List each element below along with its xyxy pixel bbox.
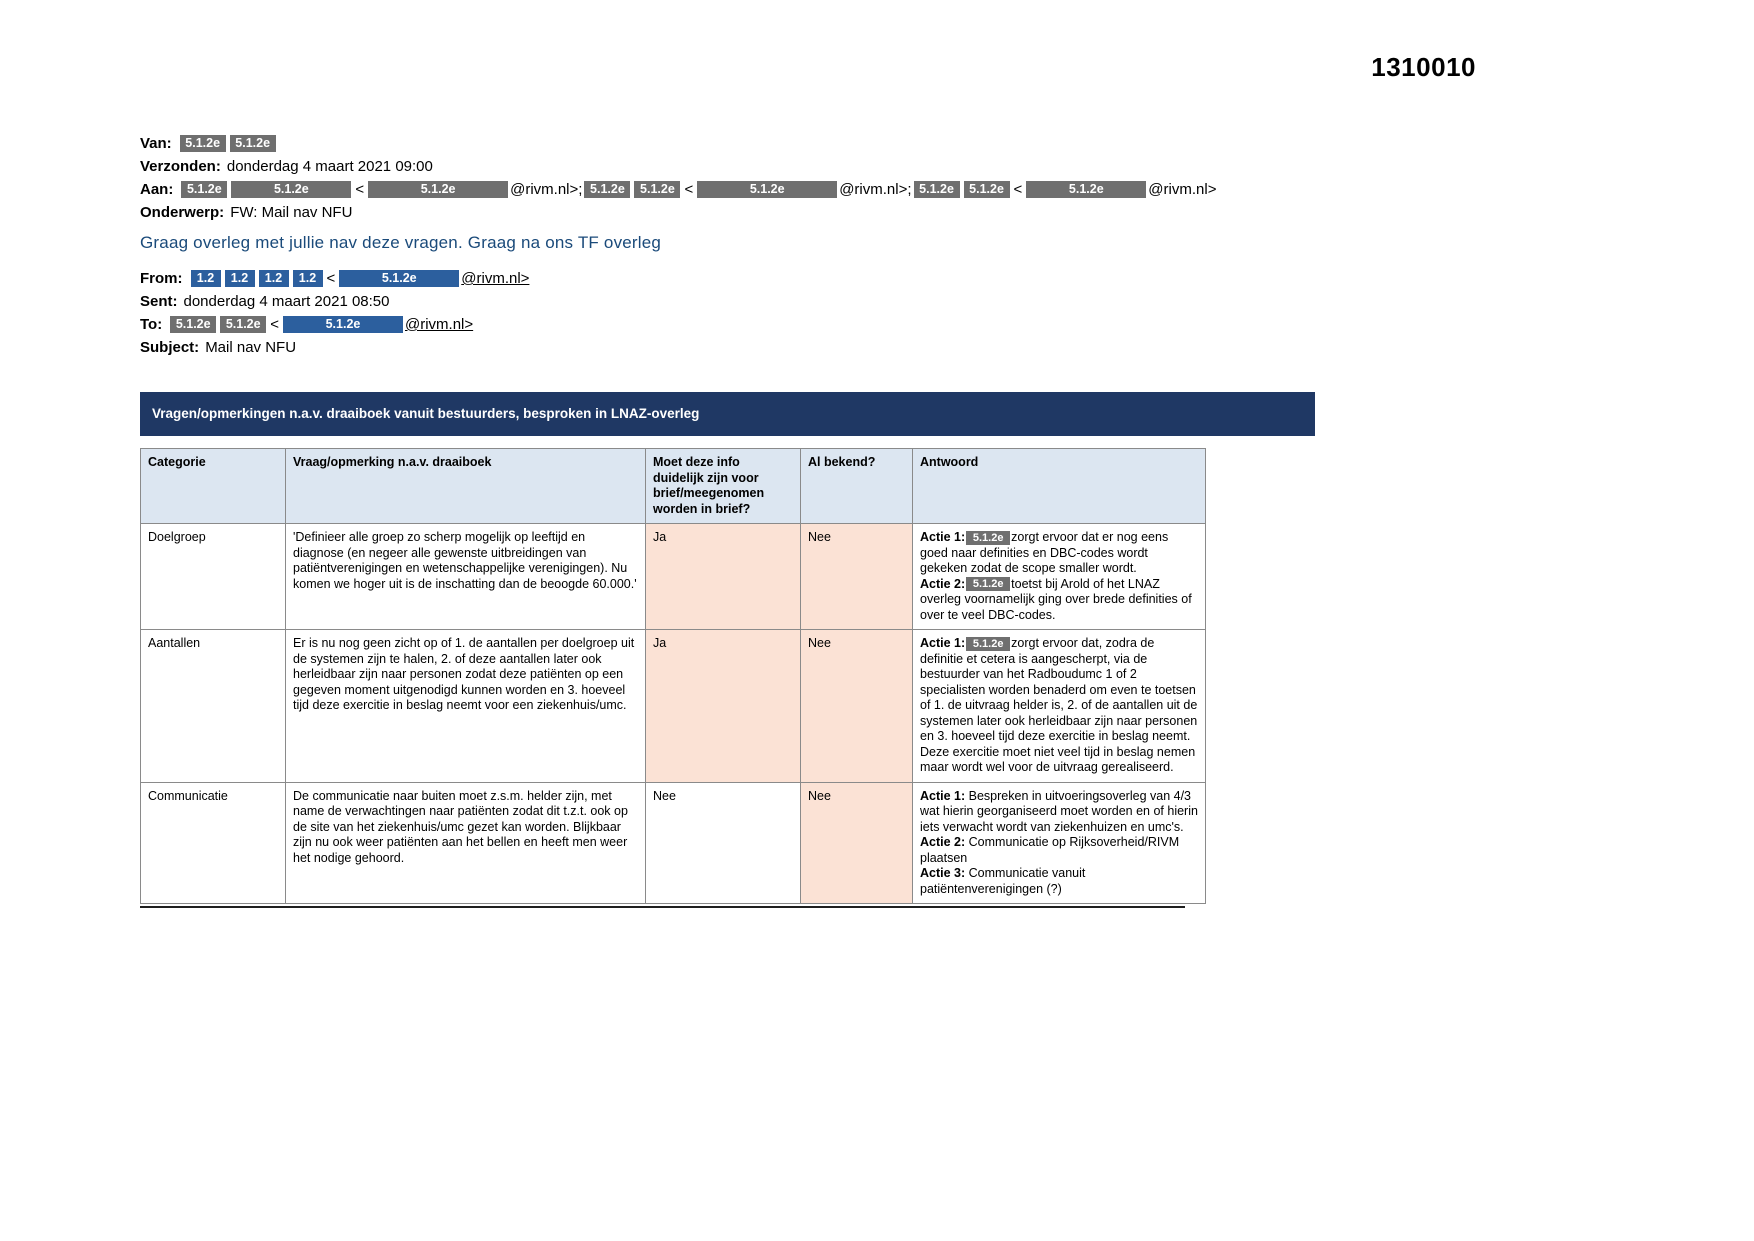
table-header-row bbox=[141, 449, 1206, 524]
antwoord-text: Communicatie op Rijksoverheid/RIVM plaatsen bbox=[920, 835, 1180, 865]
cell-vraag: De communicatie naar buiten moet z.s.m. helder zijn, met name de verwachtingen naar patiënten zodat dit t.z.t. ook op de site van het ziekenhuis/umc gezet kan worden. Blijkbaar zijn nu ook weer patiënten aan het bellen en heeft men weer het nodige gehoord. bbox=[286, 782, 646, 904]
antwoord-label: Actie 1: bbox=[920, 788, 966, 803]
table-bottom-rule bbox=[140, 906, 1185, 908]
cell-categorie: Communicatie bbox=[141, 782, 286, 904]
column-header-brief: Moet deze info duidelijk zijn voor brief/meegenomen worden in brief? bbox=[646, 449, 801, 524]
column-header-vraag: Vraag/opmerking n.a.v. draaiboek bbox=[286, 449, 646, 524]
antwoord-label: Actie 2: bbox=[920, 576, 966, 591]
email-header bbox=[140, 133, 1340, 225]
table-row bbox=[141, 782, 1206, 904]
redaction-badge: 5.1.2e bbox=[697, 181, 837, 198]
redaction-badge: 5.1.2e bbox=[368, 181, 508, 198]
redaction-badge: 5.1.2e bbox=[231, 181, 351, 198]
antwoord-label: Actie 3: bbox=[920, 866, 966, 880]
email-sent-label: Verzonden: bbox=[140, 158, 221, 175]
redaction-badge: 5.1.2e bbox=[1026, 181, 1146, 198]
cell-vraag: 'Definieer alle groep zo scherp mogelijk op leeftijd en diagnose (en negeer alle gewenste uitbreidingen van patiëntverenigingen en wetenschappelijke verenigingen). Nu komen we hoger uit is de inschatting dan de beoogde 60.000.' bbox=[286, 524, 646, 630]
redaction-badge: 5.1.2e bbox=[966, 577, 1010, 591]
cell-vraag: Er is nu nog geen zicht op of 1. de aantallen per doelgroep uit de systemen zijn te halen, 2. of deze aantallen later ook herleidbaar zijn naar personen zodat deze patiënten op een gegeven moment uitgenodigd kunnen worden en 3. hoeveel tijd deze exercitie in beslag neemt voor een ziekenhuis/umc. bbox=[286, 630, 646, 783]
cell-bekend: Nee bbox=[801, 630, 913, 783]
antwoord-text: Bespreken in uitvoeringsoverleg van 4/3 wat hierin georganiseerd moet worden en of hierin iets verwacht wordt van ziekenhuizen en umc's. bbox=[920, 788, 1198, 834]
redaction-badge: 5.1.2e bbox=[230, 135, 276, 152]
antwoord-text: Communicatie vanuit patiëntenverenigingen (?) bbox=[920, 866, 1086, 896]
document-number: 1310010 bbox=[1371, 52, 1476, 82]
cell-antwoord bbox=[913, 782, 1206, 904]
angle-bracket: < bbox=[326, 270, 336, 287]
redaction-badge: 5.1.2e bbox=[220, 316, 266, 333]
table-row bbox=[141, 630, 1206, 783]
cell-brief: Nee bbox=[646, 782, 801, 904]
email-domain: @rivm.nl>; bbox=[510, 181, 583, 198]
forwarded-to-label: To: bbox=[140, 316, 163, 333]
email-from-label: Van: bbox=[140, 135, 172, 152]
angle-bracket: < bbox=[684, 181, 694, 198]
cell-categorie: Doelgroep bbox=[141, 524, 286, 630]
email-sent-value: donderdag 4 maart 2021 09:00 bbox=[226, 158, 433, 175]
angle-bracket: < bbox=[270, 316, 279, 333]
antwoord-text: zorgt ervoor dat er nog eens goed naar definities en DBC-codes wordt gekeken zodat de scope smaller wordt. bbox=[920, 530, 1169, 575]
email-domain: @rivm.nl> bbox=[404, 316, 474, 333]
cell-antwoord bbox=[913, 630, 1206, 783]
forwarded-subject-label: Subject: bbox=[140, 339, 200, 356]
antwoord-part bbox=[920, 530, 1198, 577]
forwarded-sent-line bbox=[140, 291, 1340, 312]
column-header-antwoord: Antwoord bbox=[913, 449, 1206, 524]
email-from-line bbox=[140, 133, 1340, 154]
cell-brief: Ja bbox=[646, 630, 801, 783]
redaction-badge: 5.1.2e bbox=[966, 637, 1010, 651]
forwarded-subject-value: Mail nav NFU bbox=[205, 339, 297, 356]
angle-bracket: < bbox=[355, 181, 365, 198]
table-title-banner: Vragen/opmerkingen n.a.v. draaiboek vanuit bestuurders, besproken in LNAZ-overleg bbox=[140, 392, 1315, 436]
redaction-badge: 5.1.2e bbox=[339, 270, 459, 287]
cell-bekend: Nee bbox=[801, 524, 913, 630]
email-domain: @rivm.nl> bbox=[461, 270, 530, 287]
email-body-text: Graag overleg met jullie nav deze vragen. Graag na ons TF overleg bbox=[140, 233, 662, 252]
antwoord-part bbox=[920, 866, 1198, 897]
email-subject-line bbox=[140, 202, 1340, 223]
forwarded-sent-label: Sent: bbox=[140, 293, 178, 310]
forwarded-sent-value: donderdag 4 maart 2021 08:50 bbox=[183, 293, 390, 310]
antwoord-label: Actie 1: bbox=[920, 530, 966, 544]
email-sent-line bbox=[140, 156, 1340, 177]
angle-bracket: < bbox=[1013, 181, 1023, 198]
antwoord-part bbox=[920, 636, 1198, 776]
antwoord-text: toetst bij Arold of het LNAZ overleg voornamelijk ging over brede definities of over te veel DBC-codes. bbox=[920, 576, 1192, 622]
antwoord-part bbox=[920, 789, 1198, 836]
cell-brief: Ja bbox=[646, 524, 801, 630]
redaction-badge: 5.1.2e bbox=[181, 181, 227, 198]
email-subject-label: Onderwerp: bbox=[140, 204, 225, 221]
redaction-badge: 1.2 bbox=[293, 270, 323, 287]
forwarded-to-line bbox=[140, 314, 1340, 335]
antwoord-part bbox=[920, 577, 1198, 624]
column-header-bekend: Al bekend? bbox=[801, 449, 913, 524]
redaction-badge: 5.1.2e bbox=[964, 181, 1010, 198]
email-to-label: Aan: bbox=[140, 181, 174, 198]
redaction-badge: 5.1.2e bbox=[966, 531, 1010, 545]
redaction-badge: 5.1.2e bbox=[584, 181, 630, 198]
forwarded-from-line bbox=[140, 268, 1340, 289]
column-header-categorie: Categorie bbox=[141, 449, 286, 524]
antwoord-label: Actie 2: bbox=[920, 835, 966, 849]
email-subject-value: FW: Mail nav NFU bbox=[230, 204, 353, 221]
email-domain: @rivm.nl>; bbox=[839, 181, 912, 198]
antwoord-part bbox=[920, 835, 1198, 866]
qa-table-body bbox=[141, 524, 1206, 904]
email-domain: @rivm.nl> bbox=[1148, 181, 1217, 198]
antwoord-label: Actie 1: bbox=[920, 636, 966, 650]
cell-bekend: Nee bbox=[801, 782, 913, 904]
cell-antwoord bbox=[913, 524, 1206, 630]
forwarded-subject-line bbox=[140, 337, 1340, 358]
redaction-badge: 5.1.2e bbox=[283, 316, 403, 333]
redaction-badge: 5.1.2e bbox=[180, 135, 226, 152]
forwarded-email-header bbox=[140, 268, 1340, 360]
qa-table-section bbox=[140, 392, 1315, 904]
email-to-line bbox=[140, 179, 1340, 200]
redaction-badge: 1.2 bbox=[225, 270, 255, 287]
redaction-badge: 5.1.2e bbox=[914, 181, 960, 198]
redaction-badge: 1.2 bbox=[259, 270, 289, 287]
redaction-badge: 1.2 bbox=[191, 270, 221, 287]
redaction-badge: 5.1.2e bbox=[170, 316, 216, 333]
forwarded-from-label: From: bbox=[140, 270, 183, 287]
table-row bbox=[141, 524, 1206, 630]
antwoord-text: zorgt ervoor dat, zodra de definitie et cetera is aangescherpt, via de bestuurder van het Radboudumc 1 of 2 specialisten worden benaderd om even te toetsen of 1. de uitvraag helder is, 2. of de aantallen uit de systemen later ook herleidbaar zijn naar personen en 3. hoeveel tijd deze exercitie in beslag neemt. Deze exercitie moet niet veel tijd in beslag nemen maar wordt wel voor de uitvraag gerealiseerd. bbox=[920, 636, 1198, 774]
qa-table-head bbox=[141, 449, 1206, 524]
redaction-badge: 5.1.2e bbox=[634, 181, 680, 198]
qa-table bbox=[140, 448, 1206, 904]
cell-categorie: Aantallen bbox=[141, 630, 286, 783]
